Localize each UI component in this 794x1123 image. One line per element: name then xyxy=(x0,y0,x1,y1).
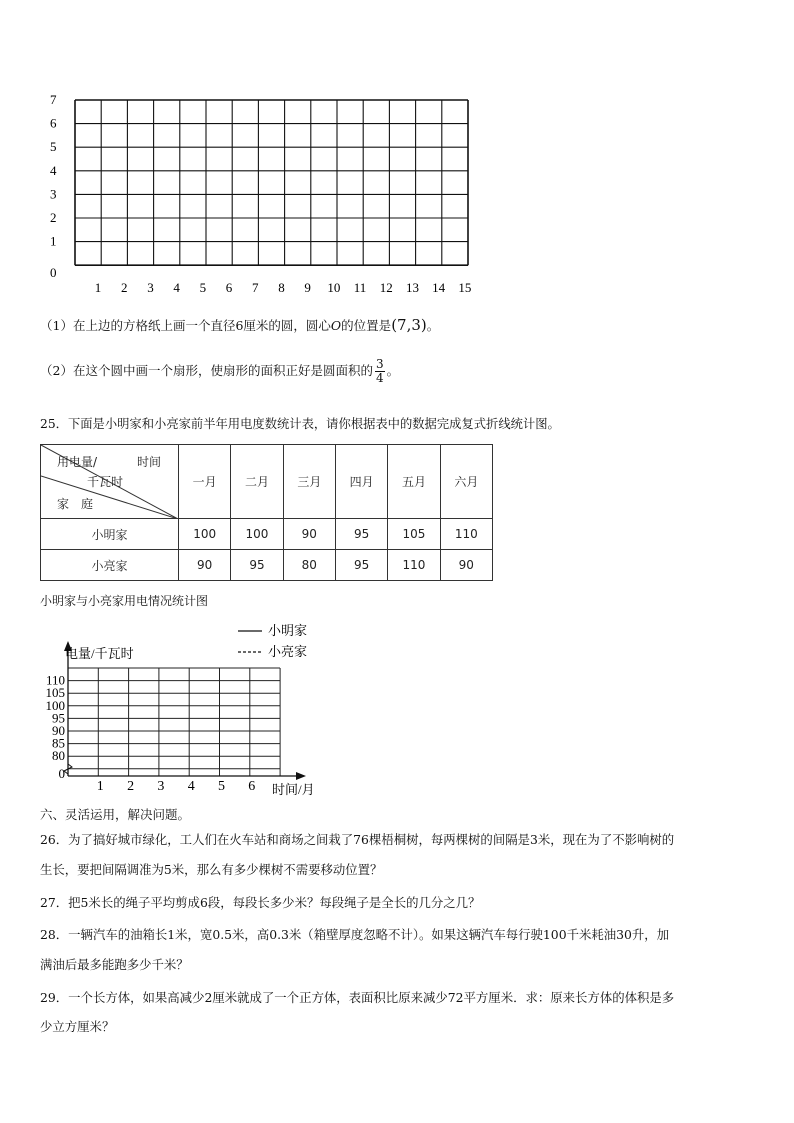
x-tick-label: 3 xyxy=(147,280,154,293)
center-coordinate: (7,3) xyxy=(391,316,427,334)
x-tick-label: 8 xyxy=(278,280,285,293)
question-28-line-1: 28．一辆汽车的油箱长1米，宽0.5米，高0.3米（箱壁厚度忽略不计）。如果这辆汽车每行驶100千米耗油30升，加 xyxy=(40,927,670,942)
chart-y-ticks xyxy=(46,673,66,781)
coordinate-grid xyxy=(40,88,490,293)
x-tick-label: 4 xyxy=(187,779,195,794)
question-26-line-2: 生长，要把间隔调准为5米，那么有多少棵树不需要移动位置？ xyxy=(40,862,383,877)
x-axis-labels xyxy=(95,280,472,293)
q24-part1-end: 。 xyxy=(426,318,440,333)
question-29-line-2: 少立方厘米？ xyxy=(40,1019,115,1034)
y-tick-label: 2 xyxy=(50,210,57,225)
table-cell: 100 xyxy=(179,519,231,550)
table-cell: 110 xyxy=(388,550,440,581)
x-tick-label: 5 xyxy=(218,779,225,794)
table-cell: 105 xyxy=(388,519,440,550)
y-tick-label: 90 xyxy=(52,723,65,738)
table-cell: 95 xyxy=(335,550,387,581)
month-header: 一月 xyxy=(179,445,231,519)
table-cell: 90 xyxy=(283,519,335,550)
x-tick-label: 13 xyxy=(405,280,419,293)
y-tick-label: 95 xyxy=(52,710,65,726)
table-cell: 95 xyxy=(335,519,387,550)
month-header: 六月 xyxy=(440,445,492,519)
diagonal-header-cell xyxy=(41,445,179,519)
q24-part1-text-b: 的位置是 xyxy=(341,318,392,333)
x-tick-label: 3 xyxy=(157,779,165,794)
chart-y-label: 电量/千瓦时 xyxy=(65,646,134,661)
legend-label: 小明家 xyxy=(268,623,308,638)
y-tick-label: 4 xyxy=(50,162,57,178)
chart-x-label: 时间/月 xyxy=(272,782,315,797)
table-cell: 110 xyxy=(440,519,492,550)
question-24-part-2 xyxy=(40,358,399,385)
table-cell: 90 xyxy=(440,550,492,581)
header-unit: 千瓦时 xyxy=(87,475,124,489)
question-27: 27．把5米长的绳子平均剪成6段，每段长多少米？每段绳子是全长的几分之几？ xyxy=(40,895,481,910)
fraction-numerator: 3 xyxy=(375,357,384,371)
x-tick-label: 5 xyxy=(199,280,207,293)
family-name: 小亮家 xyxy=(41,550,179,581)
table-row xyxy=(41,519,493,550)
y-tick-label: 110 xyxy=(45,672,65,688)
x-tick-label: 1 xyxy=(96,779,104,794)
table-cell: 90 xyxy=(179,550,231,581)
y-tick-label: 3 xyxy=(50,186,57,202)
header-family: 家 庭 xyxy=(57,497,94,511)
q24-part2-end: 。 xyxy=(386,363,400,378)
header-usage: 用电量/ xyxy=(57,455,98,469)
x-tick-label: 7 xyxy=(252,280,259,293)
y-tick-label: 7 xyxy=(50,92,57,107)
question-25: 25．下面是小明家和小亮家前半年用电度数统计表，请你根据表中的数据完成复式折线统计图。 xyxy=(40,417,560,431)
fraction-three-quarters xyxy=(375,358,385,385)
month-header: 二月 xyxy=(231,445,283,519)
y-tick-label: 100 xyxy=(45,697,65,713)
table-row xyxy=(41,550,493,581)
y-tick-label: 1 xyxy=(50,233,57,249)
y-tick-label: 0 xyxy=(58,766,65,781)
question-28-line-2: 满油后最多能跑多少千米？ xyxy=(40,957,189,972)
month-header: 五月 xyxy=(388,445,440,519)
month-header: 三月 xyxy=(283,445,335,519)
y-axis-labels xyxy=(50,92,57,280)
table-cell: 100 xyxy=(231,519,283,550)
center-o-var: O xyxy=(330,318,342,333)
family-name: 小明家 xyxy=(41,519,179,550)
y-tick-label: 0 xyxy=(50,265,57,281)
x-tick-label: 12 xyxy=(379,280,393,293)
x-tick-label: 14 xyxy=(432,280,446,293)
x-tick-label: 15 xyxy=(458,280,472,293)
table-cell: 80 xyxy=(283,550,335,581)
x-tick-label: 1 xyxy=(94,280,102,293)
x-tick-label: 2 xyxy=(121,280,128,293)
q24-part1-text: （1）在上边的方格纸上画一个直径6厘米的圆，圆心 xyxy=(40,318,331,333)
y-tick-label: 5 xyxy=(50,139,57,155)
x-tick-label: 10 xyxy=(327,280,341,293)
x-tick-label: 11 xyxy=(353,280,367,293)
chart-title: 小明家与小亮家用电情况统计图 xyxy=(40,594,209,608)
x-tick-label: 4 xyxy=(173,280,180,293)
chart-grid xyxy=(68,668,280,776)
section-6-heading: 六、灵活运用，解决问题。 xyxy=(40,807,191,822)
legend-label: 小亮家 xyxy=(268,644,308,659)
x-axis-arrow xyxy=(296,772,306,780)
y-tick-label: 6 xyxy=(50,115,57,131)
grid-lines xyxy=(75,100,468,265)
y-tick-label: 85 xyxy=(52,735,65,751)
electricity-table xyxy=(40,444,493,581)
chart-legend xyxy=(238,623,307,659)
y-tick-label: 80 xyxy=(52,748,65,764)
x-tick-label: 6 xyxy=(225,280,233,293)
x-tick-label: 6 xyxy=(248,779,256,794)
table-header-row xyxy=(41,445,493,519)
question-24-part-1 xyxy=(40,316,439,335)
fraction-denominator: 4 xyxy=(375,371,384,385)
x-tick-label: 2 xyxy=(127,779,135,794)
month-header: 四月 xyxy=(335,445,387,519)
y-tick-label: 105 xyxy=(45,685,65,701)
question-29-line-1: 29．一个长方体，如果高减少2厘米就成了一个正方体，表面积比原来减少72平方厘米．求：原来长方体的体积是多 xyxy=(40,990,675,1005)
chart-axes xyxy=(64,641,306,780)
header-time: 时间 xyxy=(137,455,162,469)
q24-part2-text: （2）在这个圆中画一个扇形，使扇形的面积正好是圆面积的 xyxy=(40,363,373,378)
table-cell: 95 xyxy=(231,550,283,581)
line-chart xyxy=(40,620,340,802)
chart-x-ticks xyxy=(97,779,256,794)
question-26-line-1: 26．为了搞好城市绿化，工人们在火车站和商场之间栽了76棵梧桐树，每两棵树的间隔是3米，现在为了不影响树的 xyxy=(40,832,675,847)
x-tick-label: 9 xyxy=(304,280,311,293)
